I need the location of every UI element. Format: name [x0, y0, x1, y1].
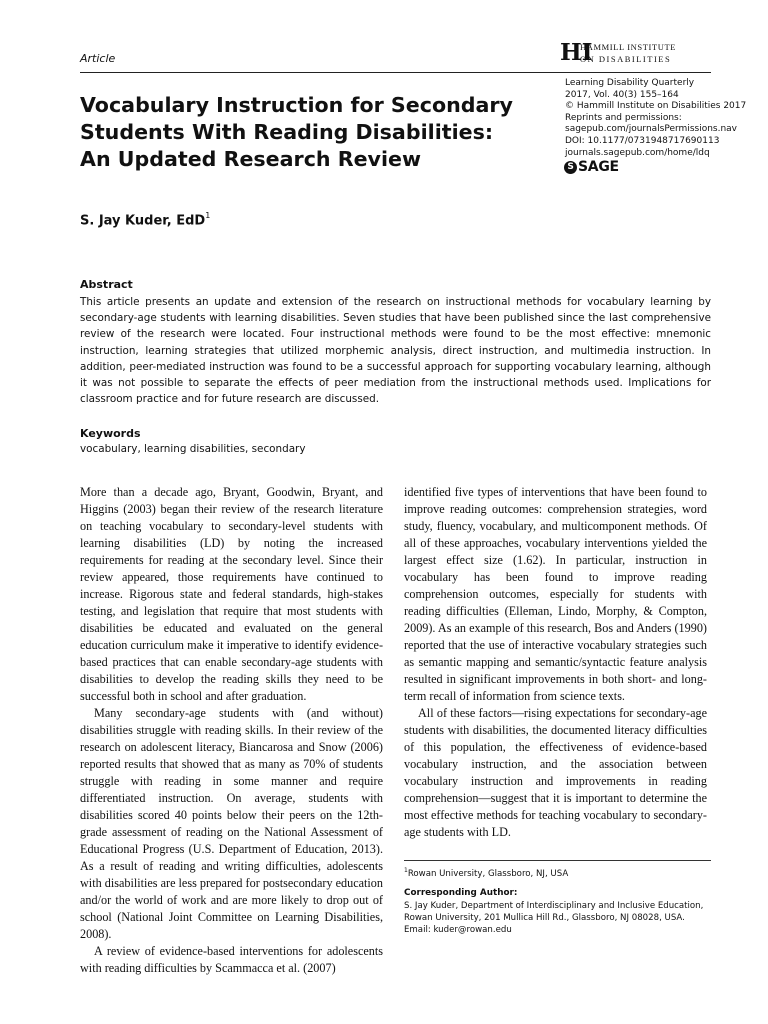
- author-line: [80, 212, 210, 228]
- keywords-text: vocabulary, learning disabilities, secondary: [80, 443, 306, 455]
- body-column-left: [80, 484, 383, 977]
- publisher-logo-mark: HI: [560, 39, 593, 66]
- corresponding-author-email[interactable]: Email: kuder@rowan.edu: [404, 925, 512, 935]
- affiliation-footnote: [404, 867, 568, 879]
- permissions-link[interactable]: sagepub.com/journalsPermissions.nav: [565, 124, 737, 135]
- body-column-right: [404, 484, 707, 841]
- footnote-mark: 1: [404, 867, 408, 874]
- reprints-label: Reprints and permissions:: [565, 112, 682, 123]
- sage-circle-icon: S: [564, 161, 577, 174]
- footnote-divider: [404, 860, 711, 861]
- journal-volume: 2017, Vol. 40(3) 155–164: [565, 89, 679, 100]
- body-paragraph: More than a decade ago, Bryant, Goodwin, Bryant, and Higgins (2003) began their review of the research literature on teaching vocabulary to secondary-level students with learning disabilities (LD) by noting the increased requirements for reading at the secondary level. Since their review appeared, those requirements have continued to increase. Rigorous state and federal standards, high-stakes testing, and legislation that require that most students with disabilities be educated and evaluated on the general education curriculum make it imperative to identify evidence-based practices that can enable secondary-age students with disabilities to develop the reading skills they need to be successful both in school and after graduation.: [80, 485, 383, 703]
- abstract-heading: Abstract: [80, 278, 133, 291]
- publisher-logo: [560, 40, 720, 70]
- article-type-label: Article: [80, 52, 116, 65]
- journal-name: Learning Disability Quarterly: [565, 78, 695, 88]
- article-title: Vocabulary Instruction for Secondary Students With Reading Disabilities: An Updated Research Review: [80, 93, 513, 171]
- corresponding-author-line: S. Jay Kuder, Department of Interdisciplinary and Inclusive Education,: [404, 901, 704, 911]
- publisher-name-line2: ON DISABILITIES: [580, 54, 672, 64]
- corresponding-author-line: Rowan University, 201 Mullica Hill Rd., Glassboro, NJ 08028, USA.: [404, 913, 685, 923]
- body-paragraph: A review of evidence-based interventions for adolescents with reading difficulties by Scammacca et al. (2007): [80, 944, 383, 975]
- corresponding-author-heading: Corresponding Author:: [404, 888, 518, 898]
- keywords-heading: Keywords: [80, 427, 141, 440]
- footnote-text: Rowan University, Glassboro, NJ, USA: [407, 868, 569, 879]
- sage-logo-text: SAGE: [578, 159, 619, 175]
- publisher-name-line1: HAMMILL INSTITUTE: [580, 42, 677, 52]
- header-divider: [80, 72, 711, 73]
- author-name: S. Jay Kuder, EdD: [80, 213, 206, 229]
- body-paragraph: Many secondary-age students with (and without) disabilities struggle with reading skills. In their review of the research on adolescent literacy, Biancarosa and Snow (2006) reported results that showed that as many as 70% of students struggle with reading in some manner and require differentiated instruction. On average, students with disabilities scored 40 points below their peers on the 12th-grade assessment of reading on the National Assessment of Educational Progress (U.S. Department of Education, 2013). As a result of reading and writing difficulties, adolescents with disabilities are less prepared for postsecondary education and/or the world of work and are more likely to drop out of school (National Joint Committee on Learning Disabilities, 2008).: [80, 706, 383, 941]
- corresponding-author-details: [404, 900, 703, 936]
- doi[interactable]: DOI: 10.1177/0731948717690113: [565, 135, 720, 146]
- journal-metadata: [565, 78, 746, 159]
- journal-homepage-link[interactable]: journals.sagepub.com/home/ldq: [565, 147, 710, 158]
- sage-logo: [564, 159, 619, 175]
- body-paragraph: All of these factors—rising expectations for secondary-age students with disabilities, the documented literacy difficulties of this population, the effectiveness of evidence-based vocabulary instruction, and the association between vocabulary instruction and improvements in reading comprehension—suggest that it is important to determine the most effective methods for teaching vocabulary to secondary-age students with LD.: [404, 706, 707, 839]
- journal-copyright: © Hammill Institute on Disabilities 2017: [565, 101, 747, 112]
- abstract-text: This article presents an update and extension of the research on instructional methods for vocabulary learning by secondary-age students with learning disabilities. Seven studies that have been published since the last comprehensive review of the research were located. Four instructional methods were found to be the most effective: mnemonic instruction, learning strategies that utilized morphemic analysis, direct instruction, and multimedia instruction. In addition, peer-mediated instruction was found to be a successful approach for supporting vocabulary learning, although it was not possible to separate the effects of peer mediation from the instructional methods used. Implications for classroom practice and for future research are discussed.: [80, 296, 711, 406]
- author-affiliation-mark: 1: [205, 211, 211, 220]
- body-paragraph: identified five types of interventions that have been found to improve reading outcomes: comprehension strategies, word study, fluency, vocabulary, and multicomponent methods. Of all of these approaches, vocabulary interventions yielded the largest effect size (1.62). In particular, instruction in vocabulary has been found to improve reading comprehension outcomes, especially for students with reading difficulties (Elleman, Lindo, Morphy, & Compton, 2009). As an example of this research, Bos and Anders (1990) reported that the use of interactive vocabulary strategies such as semantic mapping and semantic/syntactic feature analysis resulted in significant improvements in both short- and long-term recall of information from science texts.: [404, 485, 707, 703]
